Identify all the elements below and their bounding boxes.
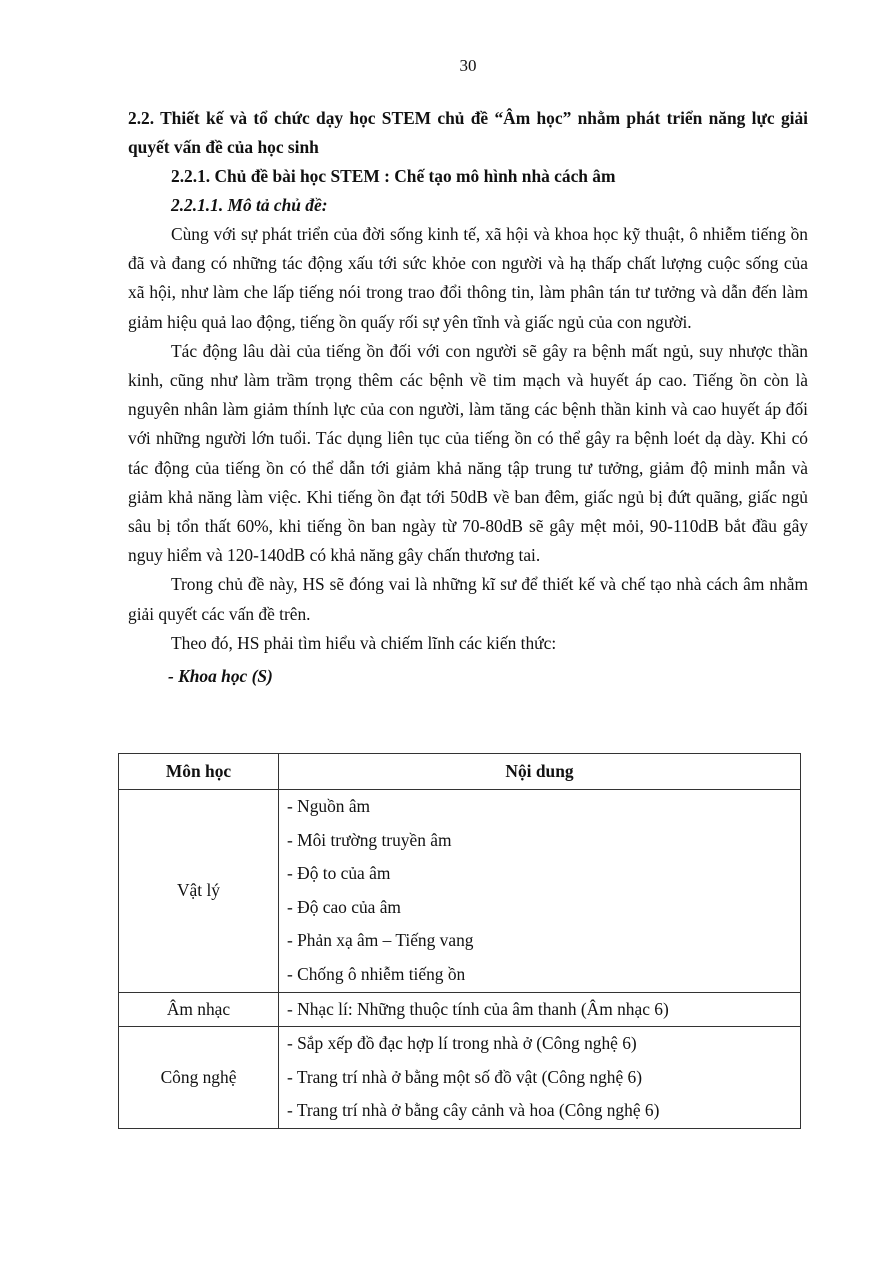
content-item: - Phản xạ âm – Tiếng vang [287,930,474,951]
content-cell [279,1027,801,1129]
subsection-heading: 2.2.1. Chủ đề bài học STEM : Chế tạo mô hình nhà cách âm [171,166,616,186]
document-body [128,104,808,691]
paragraph-3: Trong chủ đề này, HS sẽ đóng vai là những kĩ sư để thiết kế và chế tạo nhà cách âm nhằm giải quyết các vấn đề trên. [128,574,808,624]
content-cell [279,992,801,1027]
table-row [119,790,801,993]
table-header-row [119,754,801,790]
content-item: - Trang trí nhà ở bằng một số đồ vật (Công nghệ 6) [287,1066,643,1087]
header-subject: Môn học [119,754,279,790]
subject-content-table [118,753,801,1129]
page-number: 30 [459,56,477,75]
content-item: - Nguồn âm [287,796,371,816]
subsubsection-heading: 2.2.1.1. Mô tả chủ đề: [171,195,328,215]
content-item: - Sắp xếp đồ đạc hợp lí trong nhà ở (Công nghệ 6) [287,1033,637,1054]
paragraph-2: Tác động lâu dài của tiếng ồn đối với con người sẽ gây ra bệnh mất ngủ, suy nhược thần kinh, cũng như làm trầm trọng thêm các bệnh về tim mạch và huyết áp cao. Tiếng ồn còn là nguyên nhân làm giảm thính lực của con người, làm tăng các bệnh thần kinh và cao huyết áp đối với những người lớn tuổi. Tác dụng liên tục của tiếng ồn có thể gây ra bệnh loét dạ dày. Khi có tác động của tiếng ồn có thể dẫn tới giảm khả năng tập trung tư tưởng, giảm độ minh mẫn và giảm khả năng làm việc. Khi tiếng ồn đạt tới 50dB về ban đêm, giấc ngủ bị đứt quãng, giấc ngủ sâu bị tổn thất 60%, khi tiếng ồn ban ngày từ 70-80dB sẽ gây mệt mỏi, 90-110dB bắt đầu gây nguy hiểm và 120-140dB có khả năng gây chấn thương tai. [128,340,808,566]
paragraph-1: Cùng với sự phát triển của đời sống kinh tế, xã hội và khoa học kỹ thuật, ô nhiễm tiếng ồn đã và đang có những tác động xấu tới sức khỏe con người và hạ thấp chất lượng cuộc sống của xã hội, như làm che lấp tiếng nói trong trao đổi thông tin, làm phân tán tư tưởng và dẫn đến làm giảm hiệu quả lao động, tiếng ồn quấy rối sự yên tĩnh và giấc ngủ của con người. [128,224,808,332]
content-item: - Trang trí nhà ở bằng cây cảnh và hoa (Công nghệ 6) [287,1100,660,1121]
table-row [119,1027,801,1129]
subject-cell: Công nghệ [119,1027,279,1129]
content-item: - Môi trường truyền âm [287,829,452,850]
content-item: - Độ cao của âm [287,896,401,917]
content-item: - Chống ô nhiễm tiếng ồn [287,963,466,984]
subject-cell: Vật lý [119,790,279,993]
paragraph-4: Theo đó, HS phải tìm hiểu và chiếm lĩnh các kiến thức: [171,632,557,653]
table-row [119,992,801,1027]
subject-cell: Âm nhạc [119,992,279,1027]
content-item: - Độ to của âm [287,863,391,884]
content-cell [279,790,801,993]
science-label: - Khoa học (S) [168,666,273,687]
section-heading: 2.2. Thiết kế và tổ chức dạy học STEM chủ đề “Âm học” nhằm phát triển năng lực giải quyết vấn đề của học sinh [128,108,808,157]
header-content: Nội dung [279,754,801,790]
content-item: - Nhạc lí: Những thuộc tính của âm thanh (Âm nhạc 6) [287,998,669,1019]
